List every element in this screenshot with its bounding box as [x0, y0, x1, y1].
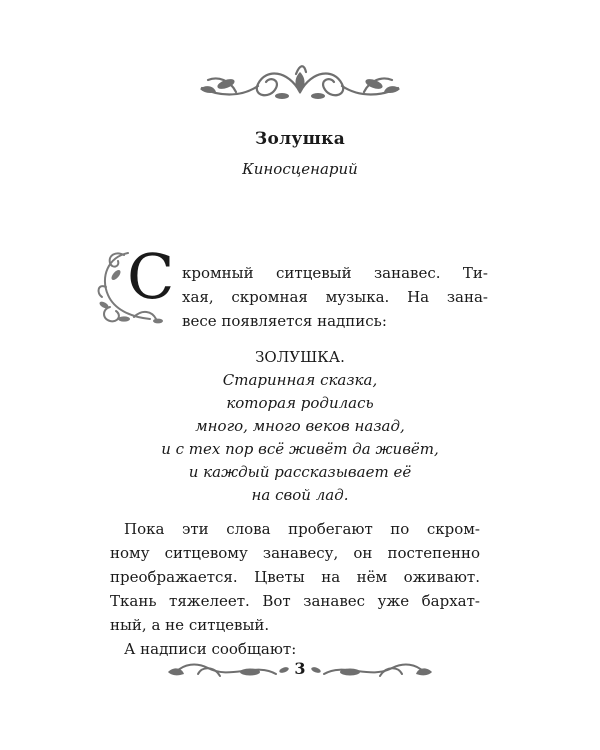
drop-cap-letter: С [127, 240, 175, 313]
story-subtitle: Киносценарий [242, 160, 358, 178]
inscription-line: много, много веков назад, [195, 417, 405, 435]
paragraph-3: А надписи сообщают: [124, 640, 297, 658]
paragraph-2-line-5: ный, а не ситцевый. [110, 616, 270, 634]
inscription-line: на свой лад. [251, 486, 349, 504]
inscription-heading: ЗОЛУШКА. [255, 348, 345, 366]
paragraph-1-line-3: весе появляется надпись: [182, 312, 387, 330]
inscription-line: и каждый рассказывает её [188, 463, 412, 481]
paragraph-2-line-2: ному ситцевому занавесу, он постепенно [110, 544, 480, 562]
paragraph-1-line-1: кромный ситцевый занавес. Ти- [182, 264, 488, 282]
paragraph-2-line-1: Пока эти слова пробегают по скром- [124, 520, 480, 538]
page-number: 3 [294, 659, 306, 678]
inscription-line: Старинная сказка, [222, 371, 378, 389]
paragraph-2-line-3: преображается. Цветы на нём оживают. [110, 568, 480, 586]
story-title: Золушка [254, 129, 346, 149]
paragraph-2-line-4: Ткань тяжелеет. Вот занавес уже бархат- [110, 592, 480, 610]
floral-header-ornament-icon [196, 62, 404, 104]
inscription-line: которая родилась [226, 394, 374, 412]
inscription-line: и с тех пор всё живёт да живёт, [161, 440, 439, 458]
paragraph-1-line-2: хая, скромная музыка. На зана- [182, 288, 488, 306]
